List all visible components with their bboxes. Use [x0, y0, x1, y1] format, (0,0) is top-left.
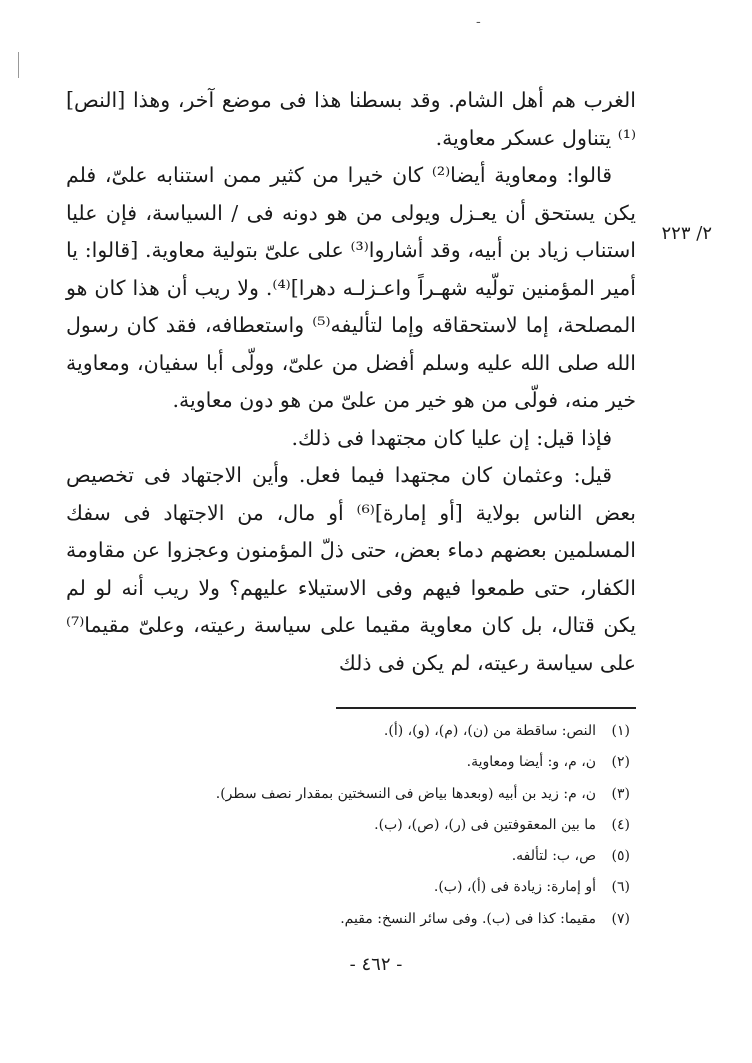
paragraph: الغرب هم أهل الشام. وقد بسطنا هذا فى موضع آخر، وهذا [النص]⁽¹⁾ يتناول عسكر معاوية.: [66, 88, 636, 150]
footnote-text: أو إمارة: زيادة فى (أ)، (ب).: [433, 879, 596, 896]
top-mark: -: [476, 14, 481, 30]
footnote-number: (١): [611, 723, 630, 739]
page-number: - ٤٦٢ -: [349, 954, 403, 975]
footnote: [150, 904, 630, 935]
footnote-text: مقيما: كذا فى (ب). وفى سائر النسخ: مقيم.: [340, 910, 596, 927]
footnote-text: ما بين المعقوفتين فى (ر)، (ص)، (ب).: [374, 816, 596, 833]
paragraph: قالوا: ومعاوية أيضا⁽²⁾ كان خيرا من كثير ممن استنابه علىّ، فلم يكن يستحق أن يعـزل ويولى من هو دونه فى / السياسة، فإن عليا استناب زياد بن أبيه، وقد أشاروا⁽³⁾ على علىّ بتولية معاوية. [قالوا: يا أمير المؤمنين تولّيه شهـراً واعـزلـه دهرا]⁽⁴⁾. ولا ريب أن هذا كان هو المصلحة، إما لاستحقاقه وإما لتأليفه⁽⁵⁾ واستعطافه، فقد كان رسول الله صلى الله عليه وسلم أفضل من علىّ، وولّى أبا سفيان، ومعاوية خير منه، فولّى من هو خير من علىّ من هو دون معاوية.: [66, 163, 636, 412]
paragraph: فإذا قيل: إن عليا كان مجتهدا فى ذلك.: [291, 425, 612, 450]
footnote-number: (٧): [611, 910, 630, 927]
footnote: [150, 779, 630, 810]
footnote: [150, 841, 630, 872]
footnote-text: ن، م، و: أيضا ومعاوية.: [466, 754, 596, 771]
footnote-number: (٢): [611, 754, 630, 771]
footnote-text: ن، م: زيد بن أبيه (وبعدها بياض فى النسختين بمقدار نصف سطر).: [215, 785, 596, 802]
footnote-number: (٤): [611, 816, 630, 833]
footnote-number: (٥): [611, 848, 630, 865]
footnote: [150, 810, 630, 841]
binding-rule: [18, 52, 19, 78]
footnote-separator: [336, 707, 636, 709]
footnotes: [150, 716, 630, 935]
margin-page-reference: ٢/ ٢٢٣: [661, 223, 712, 244]
footnote: [150, 872, 630, 903]
footnote-text: النص: ساقطة من (ن)، (م)، (و)، (أ).: [383, 723, 596, 739]
paragraph: قيل: وعثمان كان مجتهدا فيما فعل. وأين الاجتهاد فى تخصيص بعض الناس بولاية [أو إمارة]⁽⁶⁾ أو مال، من الاجتهاد فى سفك المسلمين بعضهم دماء بعض، حتى ذلّ المؤمنون وعجزوا عن مقاومة الكفار، حتى طمعوا فيهم وفى الاستيلاء عليهم؟ ولا ريب أنه لو لم يكن قتال، بل كان معاوية مقيما على سياسة رعيته، وعلىّ مقيما⁽⁷⁾ على سياسة رعيته، لم يكن فى ذلك: [66, 463, 636, 675]
footnote: [150, 716, 630, 747]
footnote-number: (٦): [611, 879, 630, 896]
footnote-number: (٣): [611, 785, 630, 802]
footnote: [150, 747, 630, 778]
main-text: [66, 82, 636, 682]
footnote-text: ص، ب: لتألفه.: [511, 848, 596, 865]
